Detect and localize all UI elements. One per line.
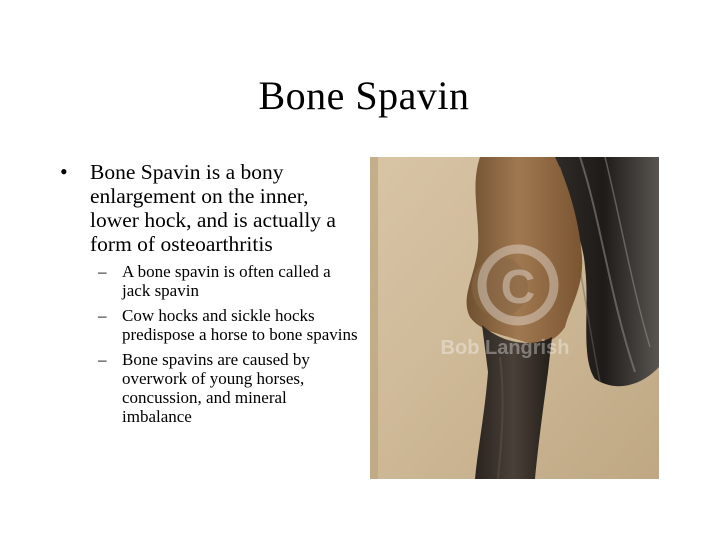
bullet-icon: • [60,159,68,184]
sub-bullet-list [98,262,358,426]
sub-bullet-text: Bone spavins are caused by overwork of young horses, concussion, and mineral imbalance [122,350,310,426]
main-bullet-text: Bone Spavin is a bony enlargement on the inner, lower hock, and is actually a form of osteoarthritis [90,160,336,256]
sub-bullet-text: A bone spavin is often called a jack spavin [122,262,331,300]
dash-icon: – [98,306,107,325]
sub-bullet [98,306,358,344]
dash-icon: – [98,262,107,281]
horse-hock-photo [370,157,659,479]
dash-icon: – [98,350,107,369]
horse-hock-illustration [370,157,659,479]
slide-title: Bone Spavin [258,73,470,118]
sub-bullet-text: Cow hocks and sickle hocks predispose a horse to bone spavins [122,306,358,344]
bullet-list [58,160,358,432]
sub-bullet [98,262,358,300]
watermark-text: Bob Langrish [440,337,570,359]
sub-bullet [98,350,358,426]
main-bullet [58,160,358,256]
copyright-symbol: C [500,261,536,314]
